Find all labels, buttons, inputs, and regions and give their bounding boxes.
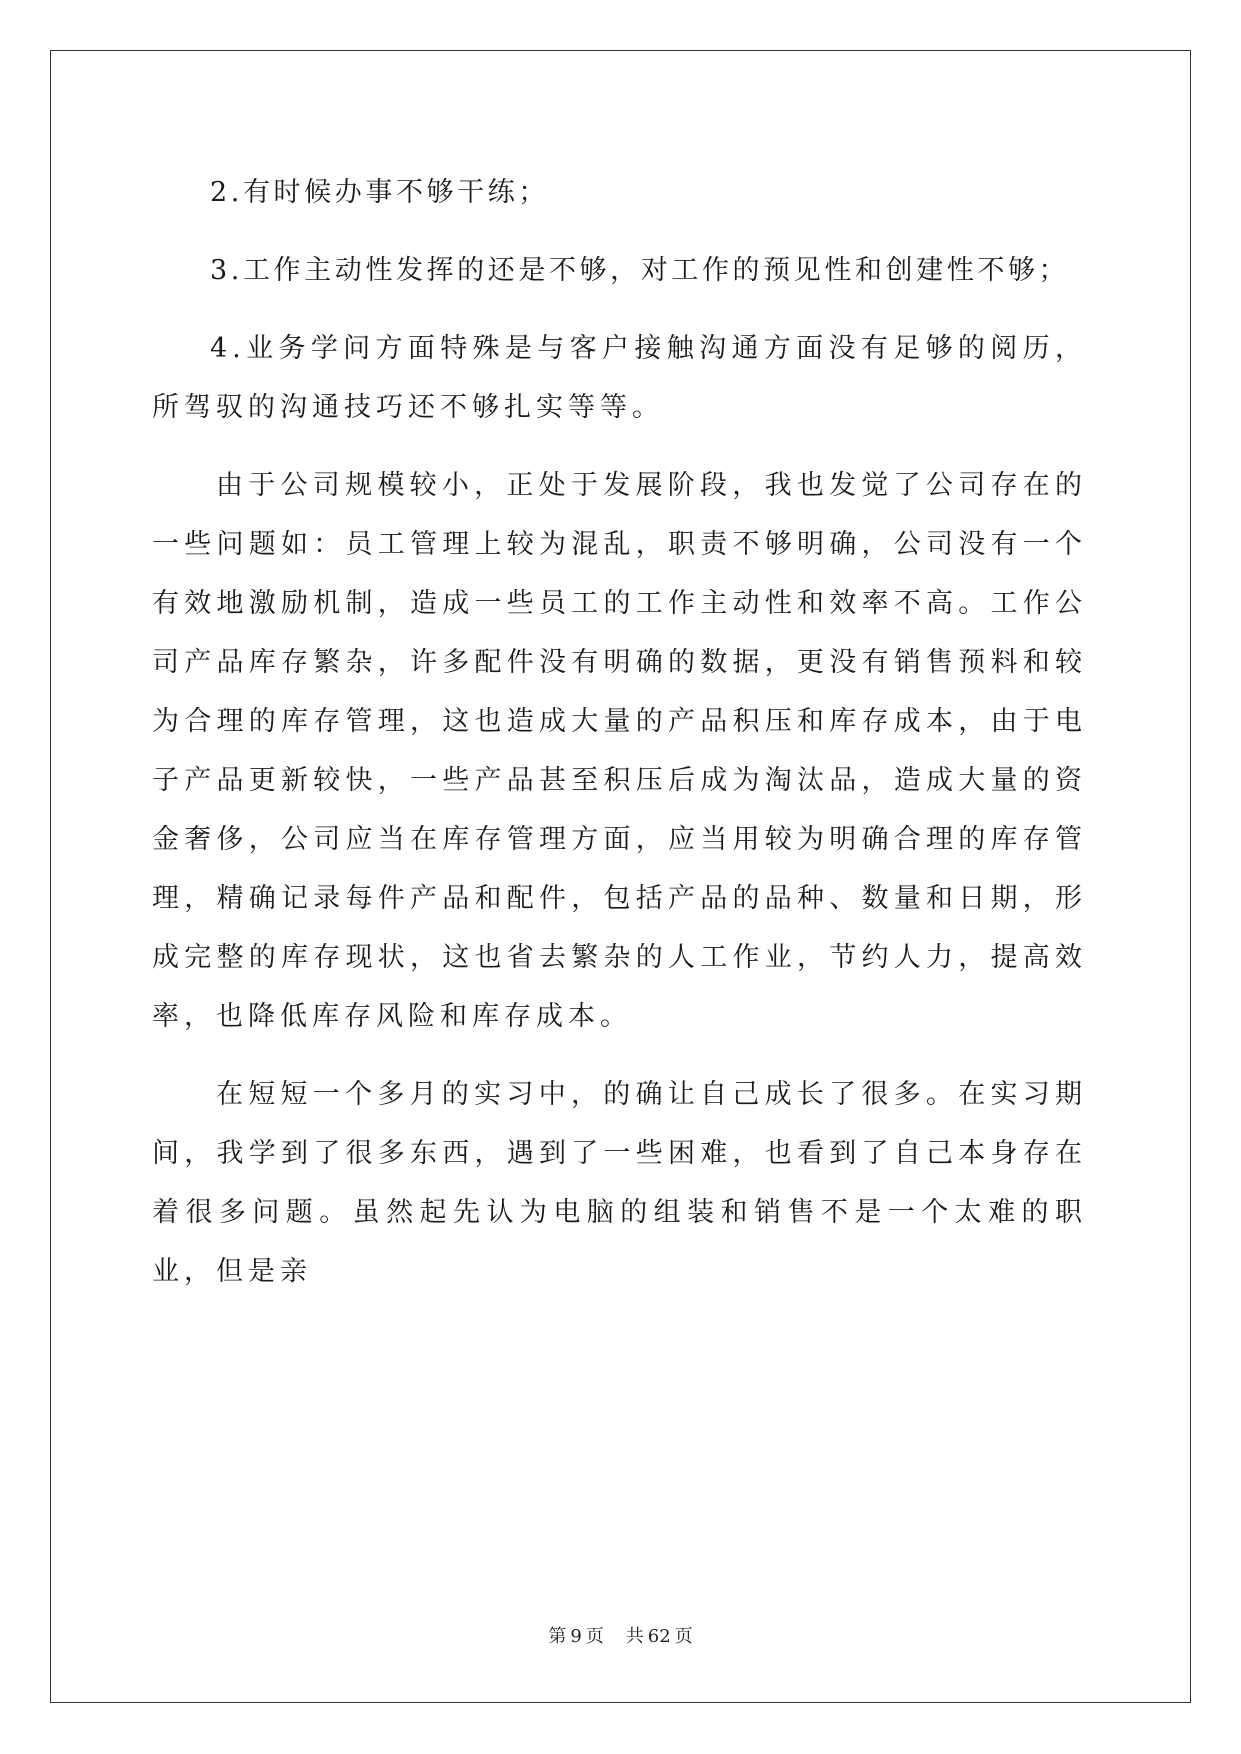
- footer-total-suffix: 页: [674, 1626, 693, 1647]
- paragraph-item-3: 3.工作主动性发挥的还是不够，对工作的预见性和创建性不够；: [210, 255, 1070, 286]
- footer-page-suffix: 页: [585, 1626, 604, 1647]
- paragraph-internship-summary: 在短短一个多月的实习中，的确让自己成长了很多。在实习期间，我学到了很多东西，遇到了一些困难，也看到了自己本身存在着很多问题。虽然起先认为电脑的组装和销售不是一个太难的职业，但是亲: [152, 1079, 1087, 1287]
- paragraph-item-2: 2.有时候办事不够干练；: [210, 177, 549, 208]
- footer-page-number: 9: [570, 1626, 582, 1647]
- paragraph-item-4: 4.业务学问方面特殊是与客户接触沟通方面没有足够的阅历，所驾驭的沟通技巧还不够扎实等等。: [152, 333, 1087, 423]
- footer-total-prefix: 共: [625, 1626, 644, 1647]
- paragraph-company-issues: 由于公司规模较小，正处于发展阶段，我也发觉了公司存在的一些问题如：员工管理上较为混乱，职责不够明确，公司没有一个有效地激励机制，造成一些员工的工作主动性和效率不高。工作公司产品库存繁杂，许多配件没有明确的数据，更没有销售预料和较为合理的库存管理，这也造成大量的产品积压和库存成本，由于电子产品更新较快，一些产品甚至积压后成为淘汰品，造成大量的资金奢侈，公司应当在库存管理方面，应当用较为明确合理的库存管理，精确记录每件产品和配件，包括产品的品种、数量和日期，形成完整的库存现状，这也省去繁杂的人工作业，节约人力，提高效率，也降低库存风险和库存成本。: [152, 470, 1087, 1032]
- page-footer: [0, 1622, 1241, 1648]
- footer-total-pages: 62: [647, 1626, 671, 1647]
- footer-page-prefix: 第: [548, 1626, 567, 1647]
- document-body: [152, 163, 1087, 1320]
